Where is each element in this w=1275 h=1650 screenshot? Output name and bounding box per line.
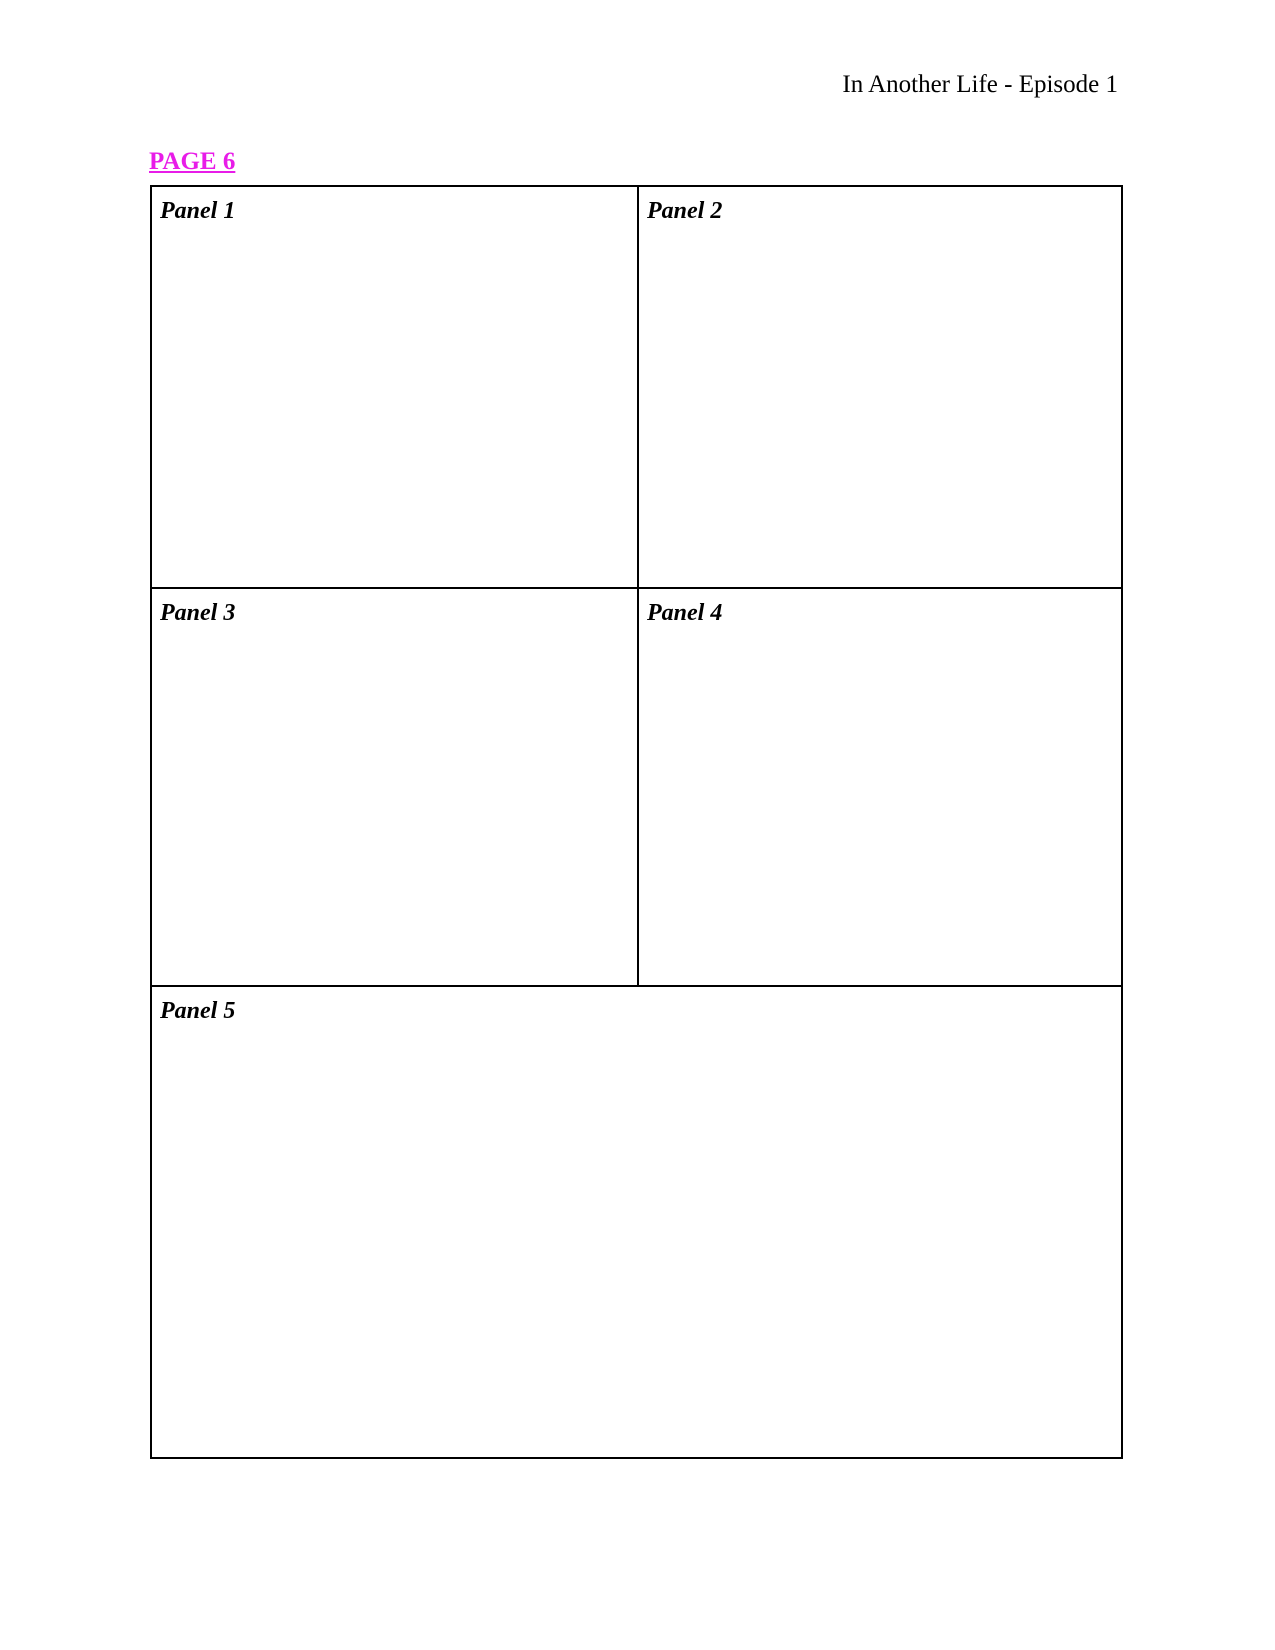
panel-2-label: Panel 2 [647, 198, 723, 224]
panel-2 [637, 185, 1123, 589]
panel-4-label: Panel 4 [647, 600, 723, 626]
document-header: In Another Life - Episode 1 [842, 71, 1118, 98]
panel-3 [150, 587, 639, 987]
panel-layout [150, 185, 1123, 1459]
panel-4 [637, 587, 1123, 987]
panel-5-label: Panel 5 [160, 998, 236, 1024]
panel-3-label: Panel 3 [160, 600, 236, 626]
page-number-heading: PAGE 6 [149, 148, 236, 175]
panel-1 [150, 185, 639, 589]
panel-1-label: Panel 1 [160, 198, 236, 224]
panel-5 [150, 985, 1123, 1459]
